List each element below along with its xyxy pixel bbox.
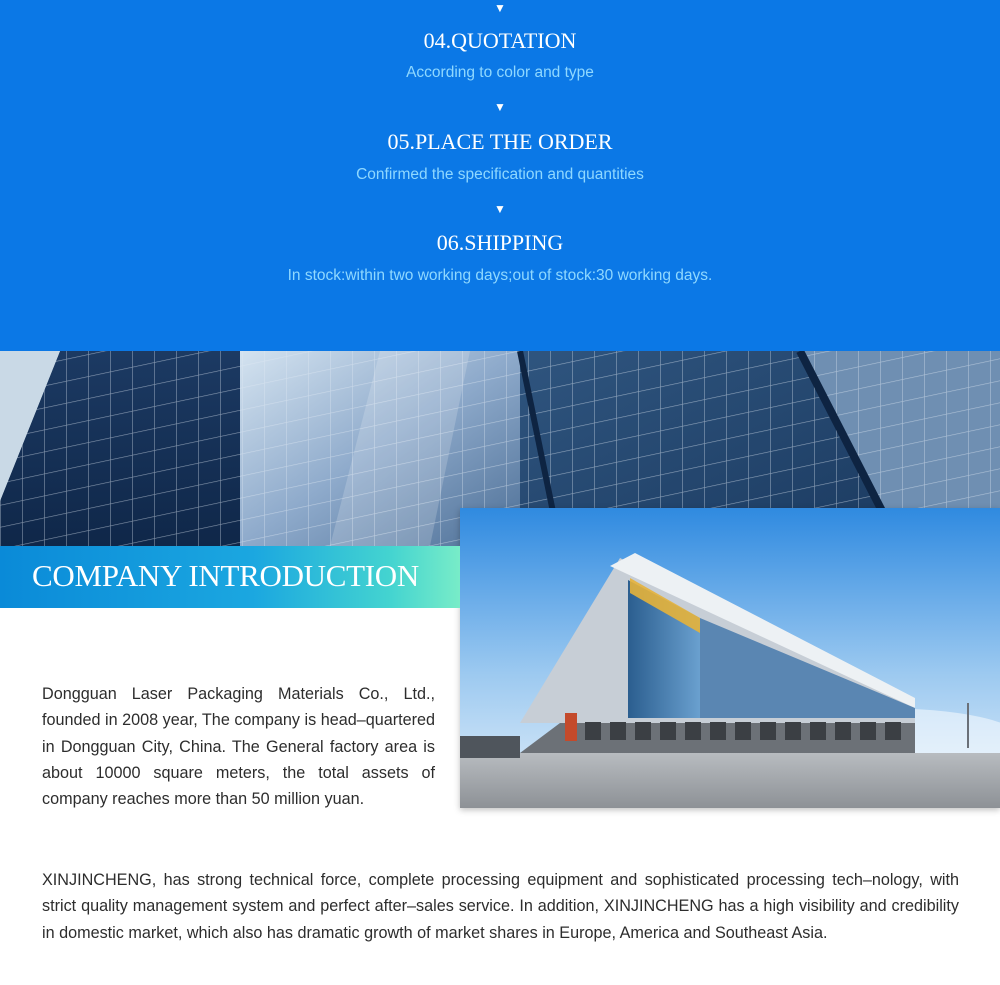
- company-intro-paragraph-2: XINJINCHENG, has strong technical force, complete processing equipment and sophisticated processing tech–nology, with strict quality management system and perfect after–sales service. In addition, XINJINCHENG has a high visibility and credibility in domestic market, which also has dramatic growth of market shares in Europe, America and Southeast Asia.: [42, 871, 959, 942]
- step-arrow-icon: ▼: [494, 100, 506, 114]
- warehouse-illustration: [460, 508, 1000, 808]
- warehouse-building-photo: [460, 508, 1000, 808]
- step-description-place-order: Confirmed the specification and quantities: [356, 166, 644, 183]
- step-description-quotation: According to color and type: [406, 64, 594, 81]
- step-description-shipping: In stock:within two working days;out of stock:30 working days.: [287, 267, 713, 284]
- step-arrow-icon: ▼: [494, 1, 506, 15]
- company-intro-header: [0, 546, 460, 608]
- process-steps-section: [0, 0, 1000, 351]
- step-title-shipping: 06.SHIPPING: [436, 230, 564, 255]
- step-title-quotation: 04.QUOTATION: [423, 28, 577, 53]
- company-intro-title: COMPANY INTRODUCTION: [32, 558, 419, 593]
- company-intro-paragraph-1: Dongguan Laser Packaging Materials Co., Ltd., founded in 2008 year, The company is head–quartered in Dongguan City, China. The General factory area is about 10000 square meters, the total assets of company reaches more than 50 million yuan.: [42, 685, 435, 808]
- step-title-place-order: 05.PLACE THE ORDER: [387, 129, 613, 154]
- step-arrow-icon: ▼: [494, 202, 506, 216]
